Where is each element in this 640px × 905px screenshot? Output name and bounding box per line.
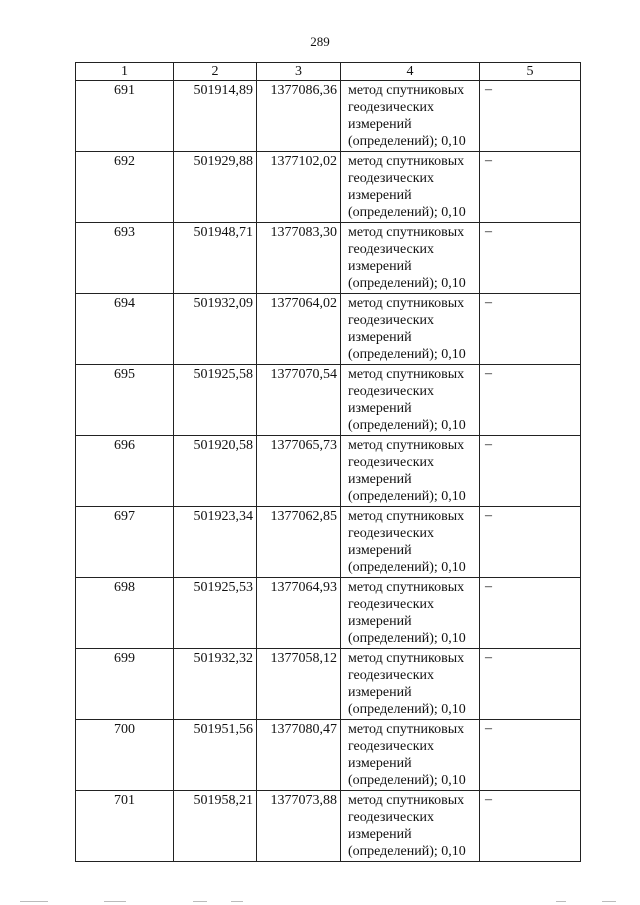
note-cell: – — [480, 152, 581, 223]
y-coordinate-cell: 1377064,02 — [257, 294, 341, 365]
method-cell: метод спутниковых геодезических измерений (определений); 0,10 — [341, 578, 480, 649]
note-cell: – — [480, 436, 581, 507]
note-cell: – — [480, 507, 581, 578]
table-row — [76, 81, 581, 152]
x-coordinate-cell: 501932,32 — [174, 649, 257, 720]
method-cell: метод спутниковых геодезических измерений (определений); 0,10 — [341, 720, 480, 791]
method-cell: метод спутниковых геодезических измерений (определений); 0,10 — [341, 436, 480, 507]
method-cell: метод спутниковых геодезических измерений (определений); 0,10 — [341, 294, 480, 365]
point-number-cell: 694 — [76, 294, 174, 365]
note-cell: – — [480, 720, 581, 791]
x-coordinate-cell: 501958,21 — [174, 791, 257, 862]
column-header-1: 1 — [76, 63, 174, 81]
column-header-4: 4 — [341, 63, 480, 81]
note-cell: – — [480, 649, 581, 720]
method-cell: метод спутниковых геодезических измерений (определений); 0,10 — [341, 365, 480, 436]
y-coordinate-cell: 1377064,93 — [257, 578, 341, 649]
table-row — [76, 436, 581, 507]
method-cell: метод спутниковых геодезических измерений (определений); 0,10 — [341, 223, 480, 294]
table-row — [76, 365, 581, 436]
table-row — [76, 578, 581, 649]
x-coordinate-cell: 501951,56 — [174, 720, 257, 791]
point-number-cell: 695 — [76, 365, 174, 436]
table-row — [76, 507, 581, 578]
table-row — [76, 649, 581, 720]
point-number-cell: 700 — [76, 720, 174, 791]
x-coordinate-cell: 501925,58 — [174, 365, 257, 436]
y-coordinate-cell: 1377102,02 — [257, 152, 341, 223]
column-header-5: 5 — [480, 63, 581, 81]
column-header-2: 2 — [174, 63, 257, 81]
point-number-cell: 691 — [76, 81, 174, 152]
note-cell: – — [480, 365, 581, 436]
x-coordinate-cell: 501923,34 — [174, 507, 257, 578]
point-number-cell: 698 — [76, 578, 174, 649]
table-header-row — [76, 63, 581, 81]
note-cell: – — [480, 791, 581, 862]
x-coordinate-cell: 501920,58 — [174, 436, 257, 507]
note-cell: – — [480, 294, 581, 365]
method-cell: метод спутниковых геодезических измерений (определений); 0,10 — [341, 81, 480, 152]
y-coordinate-cell: 1377065,73 — [257, 436, 341, 507]
table-row — [76, 152, 581, 223]
y-coordinate-cell: 1377070,54 — [257, 365, 341, 436]
note-cell: – — [480, 223, 581, 294]
point-number-cell: 693 — [76, 223, 174, 294]
x-coordinate-cell: 501929,88 — [174, 152, 257, 223]
table-row — [76, 294, 581, 365]
method-cell: метод спутниковых геодезических измерений (определений); 0,10 — [341, 152, 480, 223]
point-number-cell: 692 — [76, 152, 174, 223]
point-number-cell: 697 — [76, 507, 174, 578]
y-coordinate-cell: 1377058,12 — [257, 649, 341, 720]
table-row — [76, 791, 581, 862]
scan-footer-marks — [0, 899, 640, 903]
x-coordinate-cell: 501948,71 — [174, 223, 257, 294]
table-row — [76, 223, 581, 294]
coordinates-table — [75, 62, 581, 862]
method-cell: метод спутниковых геодезических измерений (определений); 0,10 — [341, 507, 480, 578]
point-number-cell: 701 — [76, 791, 174, 862]
point-number-cell: 696 — [76, 436, 174, 507]
point-number-cell: 699 — [76, 649, 174, 720]
method-cell: метод спутниковых геодезических измерений (определений); 0,10 — [341, 649, 480, 720]
x-coordinate-cell: 501925,53 — [174, 578, 257, 649]
y-coordinate-cell: 1377062,85 — [257, 507, 341, 578]
page-number: 289 — [310, 34, 330, 49]
method-cell: метод спутниковых геодезических измерений (определений); 0,10 — [341, 791, 480, 862]
y-coordinate-cell: 1377073,88 — [257, 791, 341, 862]
y-coordinate-cell: 1377086,36 — [257, 81, 341, 152]
x-coordinate-cell: 501914,89 — [174, 81, 257, 152]
note-cell: – — [480, 578, 581, 649]
column-header-3: 3 — [257, 63, 341, 81]
y-coordinate-cell: 1377083,30 — [257, 223, 341, 294]
y-coordinate-cell: 1377080,47 — [257, 720, 341, 791]
table-row — [76, 720, 581, 791]
x-coordinate-cell: 501932,09 — [174, 294, 257, 365]
note-cell: – — [480, 81, 581, 152]
